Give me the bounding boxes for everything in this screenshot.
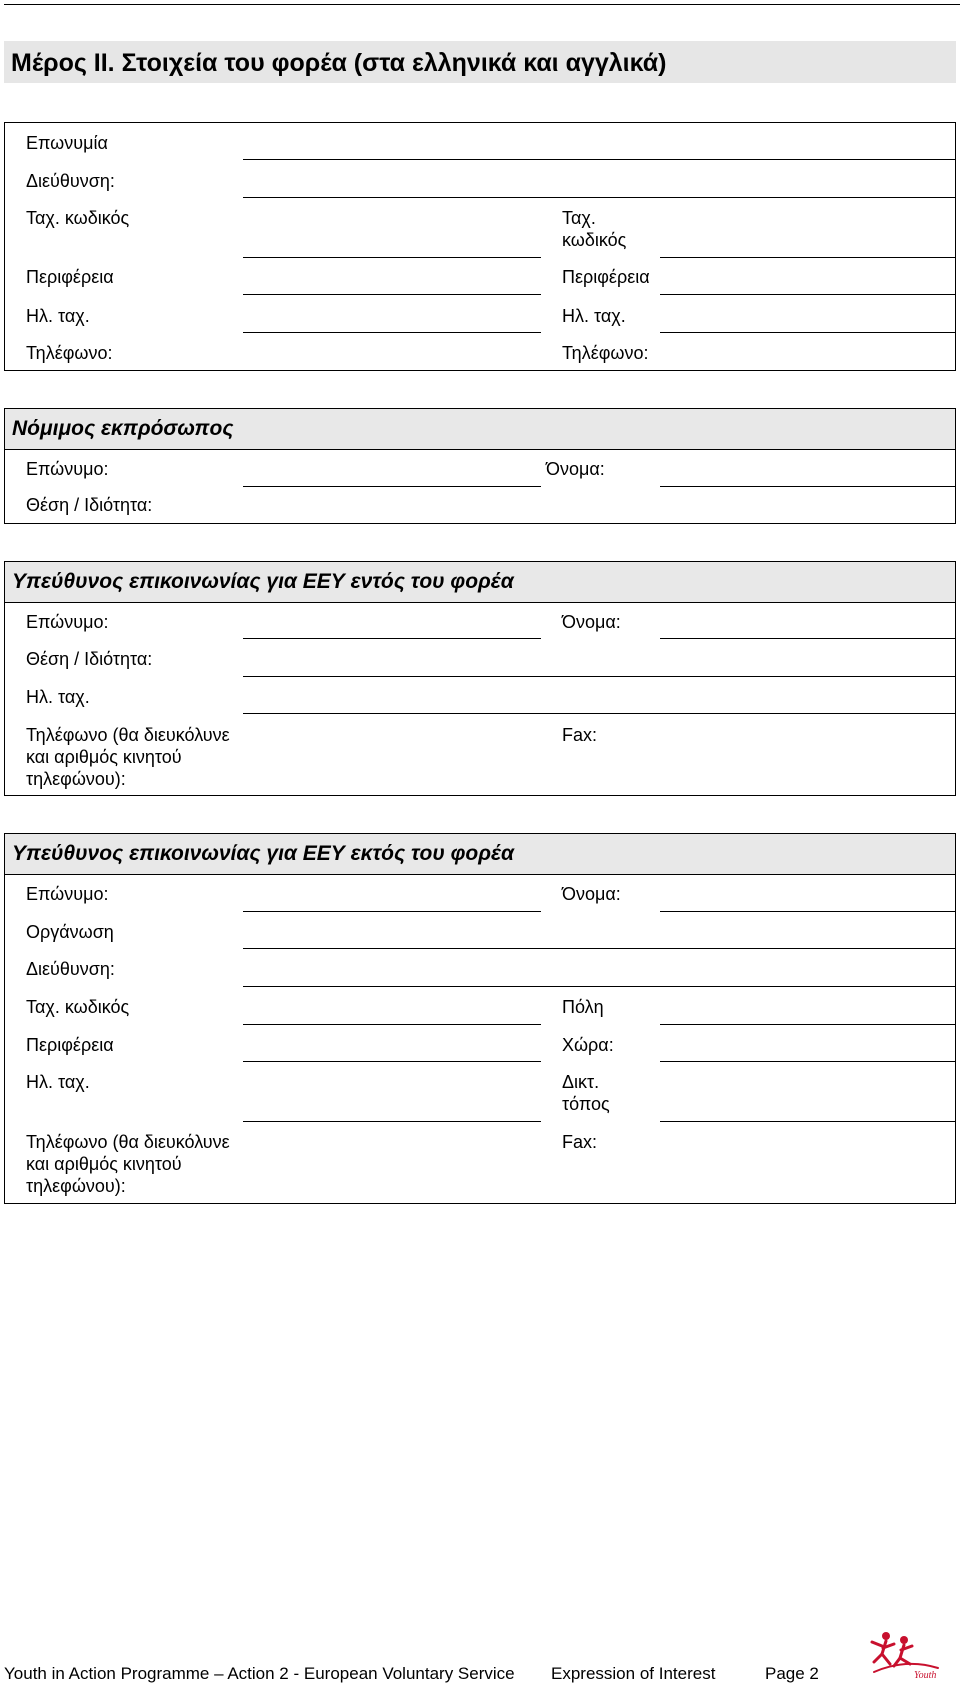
contact-internal-email-field[interactable]: [243, 713, 956, 714]
footer-doc-title: Expression of Interest: [551, 1664, 716, 1683]
contact-external-address-label: Διεύθυνση:: [26, 959, 115, 979]
org-postcode-right-label: Ταχ. κωδικός: [562, 208, 627, 250]
contact-internal-position-label: Θέση / Ιδιότητα:: [26, 649, 153, 669]
contact-internal-surname-label: Επώνυμο:: [26, 612, 109, 632]
org-region-right-field[interactable]: [660, 294, 956, 295]
contact-external-address-field[interactable]: [243, 986, 956, 987]
contact-external-postcode-label: Ταχ. κωδικός: [26, 997, 130, 1017]
contact-internal-email-label: Ηλ. ταχ.: [26, 687, 90, 707]
org-email-label: Ηλ. ταχ.: [26, 306, 90, 326]
org-email-right-field[interactable]: [660, 332, 956, 333]
contact-external-city-label: Πόλη: [562, 997, 604, 1017]
org-name-field[interactable]: [243, 159, 956, 160]
contact-internal-firstname-label: Όνομα:: [562, 612, 621, 632]
contact-internal-header: [5, 562, 955, 603]
contact-external-phone-label: Τηλέφωνο (θα διευκόλυνε και αριθμός κινητού τηλεφώνου):: [26, 1132, 230, 1196]
org-name-label: Επωνυμία: [26, 133, 108, 153]
org-email-right-label: Ηλ. ταχ.: [562, 306, 626, 326]
legal-rep-header: [5, 409, 955, 450]
contact-external-country-field[interactable]: [660, 1061, 956, 1062]
contact-external-firstname-field[interactable]: [660, 911, 956, 912]
contact-external-website-field[interactable]: [660, 1121, 956, 1122]
org-region-field[interactable]: [243, 294, 541, 295]
contact-external-region-label: Περιφέρεια: [26, 1035, 114, 1055]
org-postcode-field[interactable]: [243, 257, 541, 258]
org-postcode-right-field[interactable]: [660, 257, 956, 258]
contact-external-firstname-label: Όνομα:: [562, 884, 621, 904]
contact-internal-phone-label: Τηλέφωνο (θα διευκόλυνε και αριθμός κινητού τηλεφώνου):: [26, 725, 230, 789]
contact-external-org-field[interactable]: [243, 948, 956, 949]
contact-external-city-field[interactable]: [660, 1024, 956, 1025]
org-address-label: Διεύθυνση:: [26, 171, 115, 191]
contact-external-surname-field[interactable]: [243, 911, 541, 912]
contact-external-website-label: Δικτ. τόπος: [562, 1072, 610, 1114]
org-phone-label: Τηλέφωνο:: [26, 343, 113, 363]
part-title: Μέρος ΙΙ. Στοιχεία του φορέα (στα ελληνικά και αγγλικά): [11, 49, 667, 77]
top-rule: [4, 4, 960, 5]
org-email-field[interactable]: [243, 332, 541, 333]
contact-internal-position-field[interactable]: [243, 676, 956, 677]
contact-external-region-field[interactable]: [243, 1061, 541, 1062]
contact-external-fax-label: Fax:: [562, 1132, 598, 1152]
legal-rep-title: Νόμιμος εκπρόσωπος: [12, 417, 234, 440]
contact-external-title: Υπεύθυνος επικοινωνίας για ΕΕΥ εκτός του φορέα: [12, 842, 515, 865]
contact-external-email-label: Ηλ. ταχ.: [26, 1072, 90, 1092]
contact-internal-surname-field[interactable]: [243, 638, 541, 639]
legal-rep-firstname-field[interactable]: [660, 486, 956, 487]
org-address-field[interactable]: [243, 197, 956, 198]
contact-internal-firstname-field[interactable]: [660, 638, 956, 639]
contact-external-org-label: Οργάνωση: [26, 922, 114, 942]
contact-external-country-label: Χώρα:: [562, 1035, 614, 1055]
contact-internal-title: Υπεύθυνος επικοινωνίας για ΕΕΥ εντός του φορέα: [12, 570, 514, 593]
legal-rep-surname-field[interactable]: [243, 486, 541, 487]
footer-programme: Youth in Action Programme – Action 2 - European Voluntary Service: [4, 1664, 515, 1683]
contact-external-header: [5, 834, 955, 875]
org-region-right-label: Περιφέρεια: [562, 267, 650, 287]
org-postcode-label: Ταχ. κωδικός: [26, 208, 130, 228]
youth-logo-icon: [866, 1628, 946, 1682]
footer-page-number: Page 2: [765, 1664, 819, 1683]
contact-external-email-field[interactable]: [243, 1121, 541, 1122]
org-phone-right-label: Τηλέφωνο:: [562, 343, 649, 363]
org-region-label: Περιφέρεια: [26, 267, 114, 287]
legal-rep-surname-label: Επώνυμο:: [26, 459, 109, 479]
legal-rep-firstname-label: Όνομα:: [546, 459, 605, 479]
contact-external-postcode-field[interactable]: [243, 1024, 541, 1025]
contact-external-surname-label: Επώνυμο:: [26, 884, 109, 904]
logo-text: Youth: [914, 1670, 937, 1681]
legal-rep-position-label: Θέση / Ιδιότητα:: [26, 495, 153, 515]
contact-internal-fax-label: Fax:: [562, 725, 598, 745]
